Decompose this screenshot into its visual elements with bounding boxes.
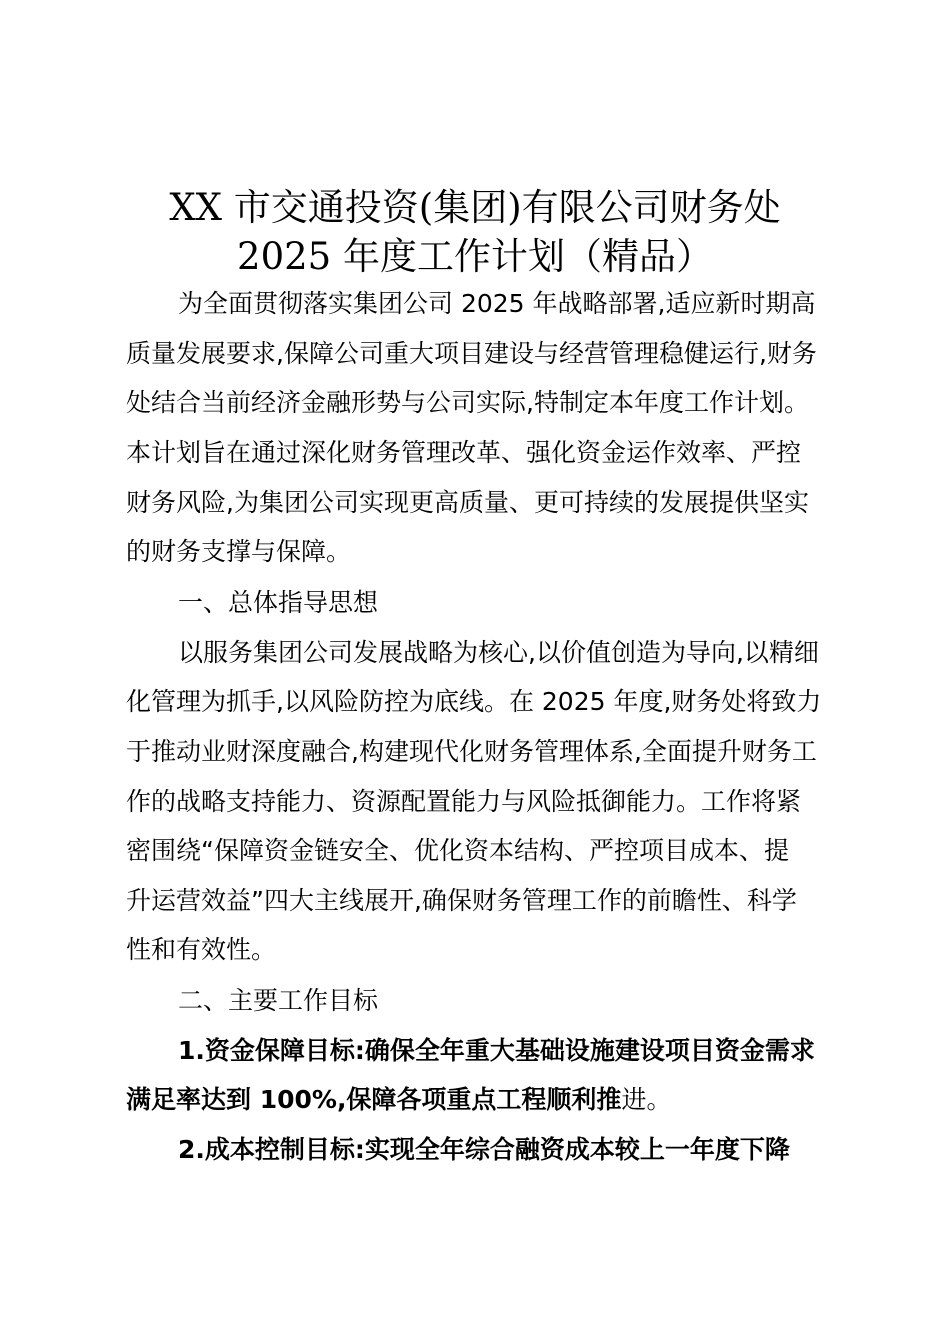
goal-1-tail: 进。 [621,1085,672,1114]
intro-paragraph-line: 财务风险,为集团公司实现更高质量、更可持续的发展提供坚实 [126,488,809,517]
goal-1-bold-part: 满足率达到 100%,保障各项重点工程顺利推 [126,1085,622,1114]
goal-1-line-2 [126,1084,671,1116]
guiding-paragraph-line: 性和有效性。 [126,935,277,964]
intro-paragraph-line: 的财务支撑与保障。 [126,537,352,566]
document-title-line-1: XX 市交通投资(集团)有限公司财务处 [169,186,781,229]
goal-1-line: 1.资金保障目标:确保全年重大基础设施建设项目资金需求 [178,1036,815,1065]
intro-paragraph-line: 处结合当前经济金融形势与公司实际,特制定本年度工作计划。 [126,388,809,417]
section-heading-2: 二、主要工作目标 [178,986,379,1015]
guiding-paragraph-line: 化管理为抓手,以风险防控为底线。在 2025 年度,财务处将致力 [126,687,822,716]
guiding-paragraph-line: 升运营效益”四大主线展开,确保财务管理工作的前瞻性、科学 [126,886,797,915]
guiding-paragraph-line: 作的战略支持能力、资源配置能力与风险抵御能力。工作将紧 [126,787,802,816]
section-heading-1: 一、总体指导思想 [178,588,379,617]
goal-2-line: 2.成本控制目标:实现全年综合融资成本较上一年度下降 [178,1135,790,1164]
intro-paragraph-line: 本计划旨在通过深化财务管理改革、强化资金运作效率、严控 [126,438,802,467]
intro-paragraph-line: 质量发展要求,保障公司重大项目建设与经营管理稳健运行,财务 [126,339,817,368]
guiding-paragraph-line: 于推动业财深度融合,构建现代化财务管理体系,全面提升财务工 [126,737,817,766]
guiding-paragraph-line: 密围绕“保障资金链安全、优化资本结构、严控项目成本、提 [126,836,789,865]
intro-paragraph-line: 为全面贯彻落实集团公司 2025 年战略部署,适应新时期高 [178,289,816,318]
document-title-line-2: 2025 年度工作计划（精品） [237,235,713,278]
guiding-paragraph-line: 以服务集团公司发展战略为核心,以价值创造为导向,以精细 [178,638,819,667]
